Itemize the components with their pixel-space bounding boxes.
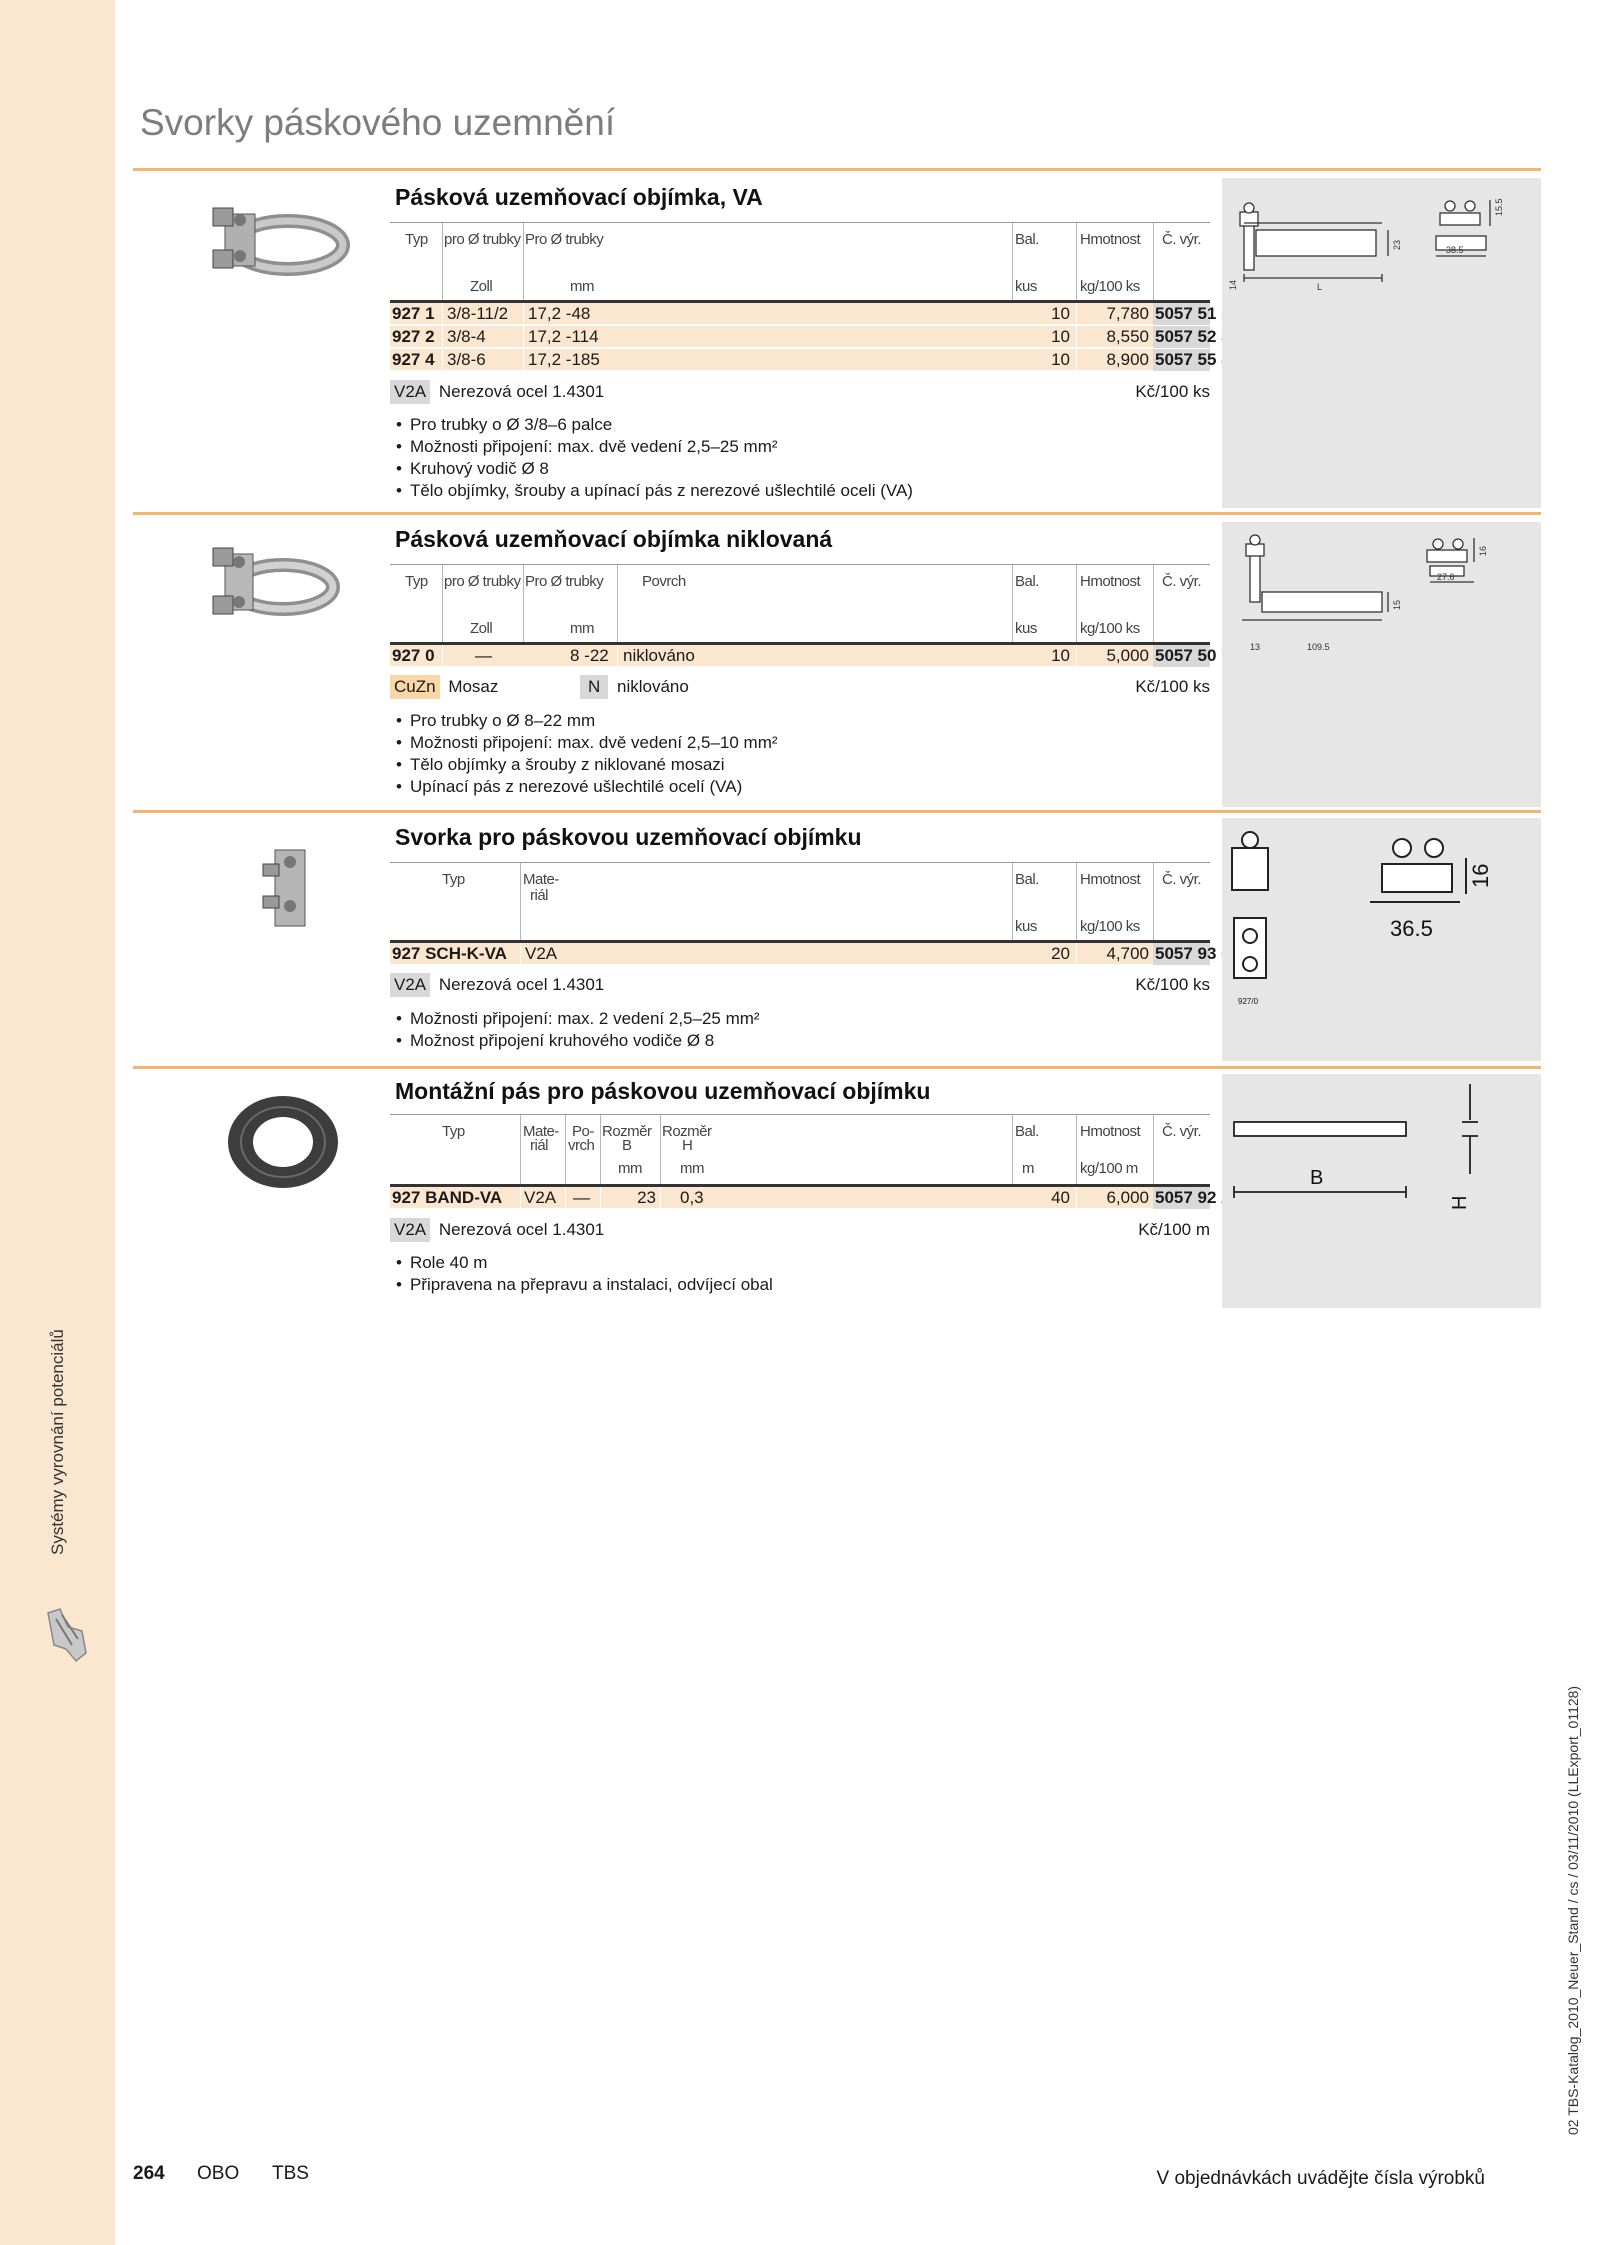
svg-text:927/0: 927/0 <box>1238 997 1259 1006</box>
footer-brand: OBO <box>197 2163 240 2184</box>
section-title: Svorka pro páskovou uzemňovací objímku <box>395 824 862 850</box>
table-row: 927 4 3/8-6 17,2 -185 10 8,900 5057 55 8 <box>392 350 1231 369</box>
svg-text:36.5: 36.5 <box>1390 916 1433 941</box>
price-unit: Kč/100 m <box>1138 1220 1210 1239</box>
material-tag: V2A <box>390 1218 430 1242</box>
material-name: Nerezová ocel 1.4301 <box>438 1220 605 1239</box>
table-header <box>390 222 1210 300</box>
list-item: • Pro trubky o Ø 3/8–6 palce <box>396 414 913 436</box>
table-row: 927 0 — 8 -22 niklováno 10 5,000 5057 50 7 <box>392 646 1231 665</box>
material-name: Nerezová ocel 1.4301 <box>438 382 605 401</box>
product-photo-clamp-va <box>183 190 363 300</box>
unit-kus: kus <box>1015 278 1037 295</box>
svg-text:H: H <box>1449 1195 1471 1210</box>
catalog-export-label: 02 TBS-Katalog_2010_Neuer_Stand / cs / 03/11/2010 (LLExport_01128) <box>1565 1685 1581 2135</box>
material-tag: V2A <box>390 380 430 404</box>
page-number: 264 <box>133 2163 165 2184</box>
material-name: Mosaz <box>448 677 499 696</box>
svg-text:16: 16 <box>1468 863 1493 888</box>
svg-text:13: 13 <box>1250 642 1261 652</box>
technical-drawing <box>1222 178 1541 508</box>
feature-list <box>396 414 913 502</box>
dim-label: 15.5 <box>1494 198 1504 216</box>
list-item: • Upínací pás z nerezové ušlechtilé ocelí (VA) <box>396 776 778 798</box>
product-photo-clamp-nickel <box>183 532 363 642</box>
list-item: • Možnosti připojení: max. 2 vedení 2,5–25 mm² <box>396 1008 760 1030</box>
material-name: Nerezová ocel 1.4301 <box>438 975 605 994</box>
list-item: • Možnost připojení kruhového vodiče Ø 8 <box>396 1030 760 1052</box>
svg-text:27.6: 27.6 <box>1437 572 1455 582</box>
page-title: Svorky páskového uzemnění <box>140 102 616 143</box>
section-title: Pásková uzemňovací objímka niklovaná <box>395 526 833 552</box>
surface-name: niklováno <box>617 677 689 696</box>
table-row: 927 1 3/8-11/2 17,2 -48 10 7,780 5057 51 5 <box>392 304 1231 323</box>
dim-label: 14 <box>1228 279 1238 290</box>
product-photo-band-roll <box>183 1086 363 1196</box>
price-unit: Kč/100 ks <box>1135 975 1210 994</box>
product-section <box>133 1066 1541 1311</box>
list-item: • Role 40 m <box>396 1252 773 1274</box>
col-bal: Bal. <box>1015 231 1039 248</box>
dim-label: 23 <box>1392 239 1402 250</box>
unit-kg: kg/100 ks <box>1080 278 1140 295</box>
col-cv: Č. výr. <box>1162 231 1202 248</box>
unit-mm: mm <box>570 278 594 295</box>
list-item: • Možnosti připojení: max. dvě vedení 2,5–25 mm² <box>396 436 913 458</box>
material-tag: CuZn <box>390 675 440 699</box>
table-header: Typ Mate- riál Bal. Hmotnost Č. výr. kus kg/100 ks <box>390 862 1210 940</box>
list-item: • Tělo objímky a šrouby z niklované mosazi <box>396 754 778 776</box>
feature-list <box>396 1252 773 1296</box>
surface-line <box>580 675 689 699</box>
section-icon <box>42 1605 92 1665</box>
col-hmotnost: Hmotnost <box>1080 231 1141 248</box>
price-unit: Kč/100 ks <box>1135 382 1210 401</box>
footer-section: TBS <box>272 2163 309 2184</box>
feature-list <box>396 1008 760 1052</box>
list-item: • Kruhový vodič Ø 8 <box>396 458 913 480</box>
table-header: Typ Mate- riál Po- vrch Rozměr B Rozměr H Bal. Hmotnost Č. výr. mm mm m kg/100 m <box>390 1114 1210 1192</box>
col-zoll: pro Ø trubky <box>444 231 521 248</box>
unit-zoll: Zoll <box>470 278 493 295</box>
section-title: Pásková uzemňovací objímka, VA <box>395 184 763 210</box>
side-section-label: Systémy vyrovnání potenciálů <box>48 1329 67 1555</box>
list-item: • Připravena na přepravu a instalaci, odvíjecí obal <box>396 1274 773 1296</box>
product-section <box>133 170 1541 512</box>
list-item: • Možnosti připojení: max. dvě vedení 2,5–10 mm² <box>396 732 778 754</box>
product-photo-clamp-terminal <box>183 830 363 940</box>
dim-label: 38.5 <box>1446 245 1464 255</box>
col-typ: Typ <box>405 231 428 248</box>
material-line <box>390 973 604 997</box>
material-tag: V2A <box>390 973 430 997</box>
material-line <box>390 380 604 404</box>
price-unit: Kč/100 ks <box>1135 677 1210 696</box>
technical-drawing <box>1222 818 1541 1061</box>
svg-text:15: 15 <box>1392 599 1402 610</box>
product-section <box>133 512 1541 810</box>
col-mm: Pro Ø trubky <box>525 231 604 248</box>
section-title: Montážní pás pro páskovou uzemňovací objímku <box>395 1078 931 1104</box>
left-margin-band <box>0 0 115 2245</box>
svg-text:B: B <box>1310 1167 1324 1189</box>
table-row: 927 2 3/8-4 17,2 -114 10 8,550 5057 52 3 <box>392 327 1231 346</box>
material-line <box>390 675 498 699</box>
material-line <box>390 1218 604 1242</box>
list-item: • Tělo objímky, šrouby a upínací pás z nerezové ušlechtilé oceli (VA) <box>396 480 913 502</box>
svg-text:16: 16 <box>1478 545 1488 556</box>
svg-text:109.5: 109.5 <box>1307 642 1330 652</box>
list-item: • Pro trubky o Ø 8–22 mm <box>396 710 778 732</box>
table-row: 927 SCH-K-VA V2A 20 4,700 5057 93 0 <box>392 944 1231 963</box>
footer-note: V objednávkách uvádějte čísla výrobků <box>1156 2168 1485 2189</box>
technical-drawing <box>1222 522 1541 807</box>
table-row: 927 BAND-VA V2A — 23 0,3 40 6,000 5057 92 2 <box>392 1188 1231 1207</box>
technical-drawing <box>1222 1074 1541 1308</box>
product-section <box>133 810 1541 1066</box>
surface-tag: N <box>580 675 608 699</box>
table-header: Typ pro Ø trubky Pro Ø trubky Povrch Bal. Hmotnost Č. výr. Zoll mm kus kg/100 ks <box>390 564 1210 642</box>
feature-list <box>396 710 778 798</box>
dim-label: L <box>1317 282 1323 292</box>
